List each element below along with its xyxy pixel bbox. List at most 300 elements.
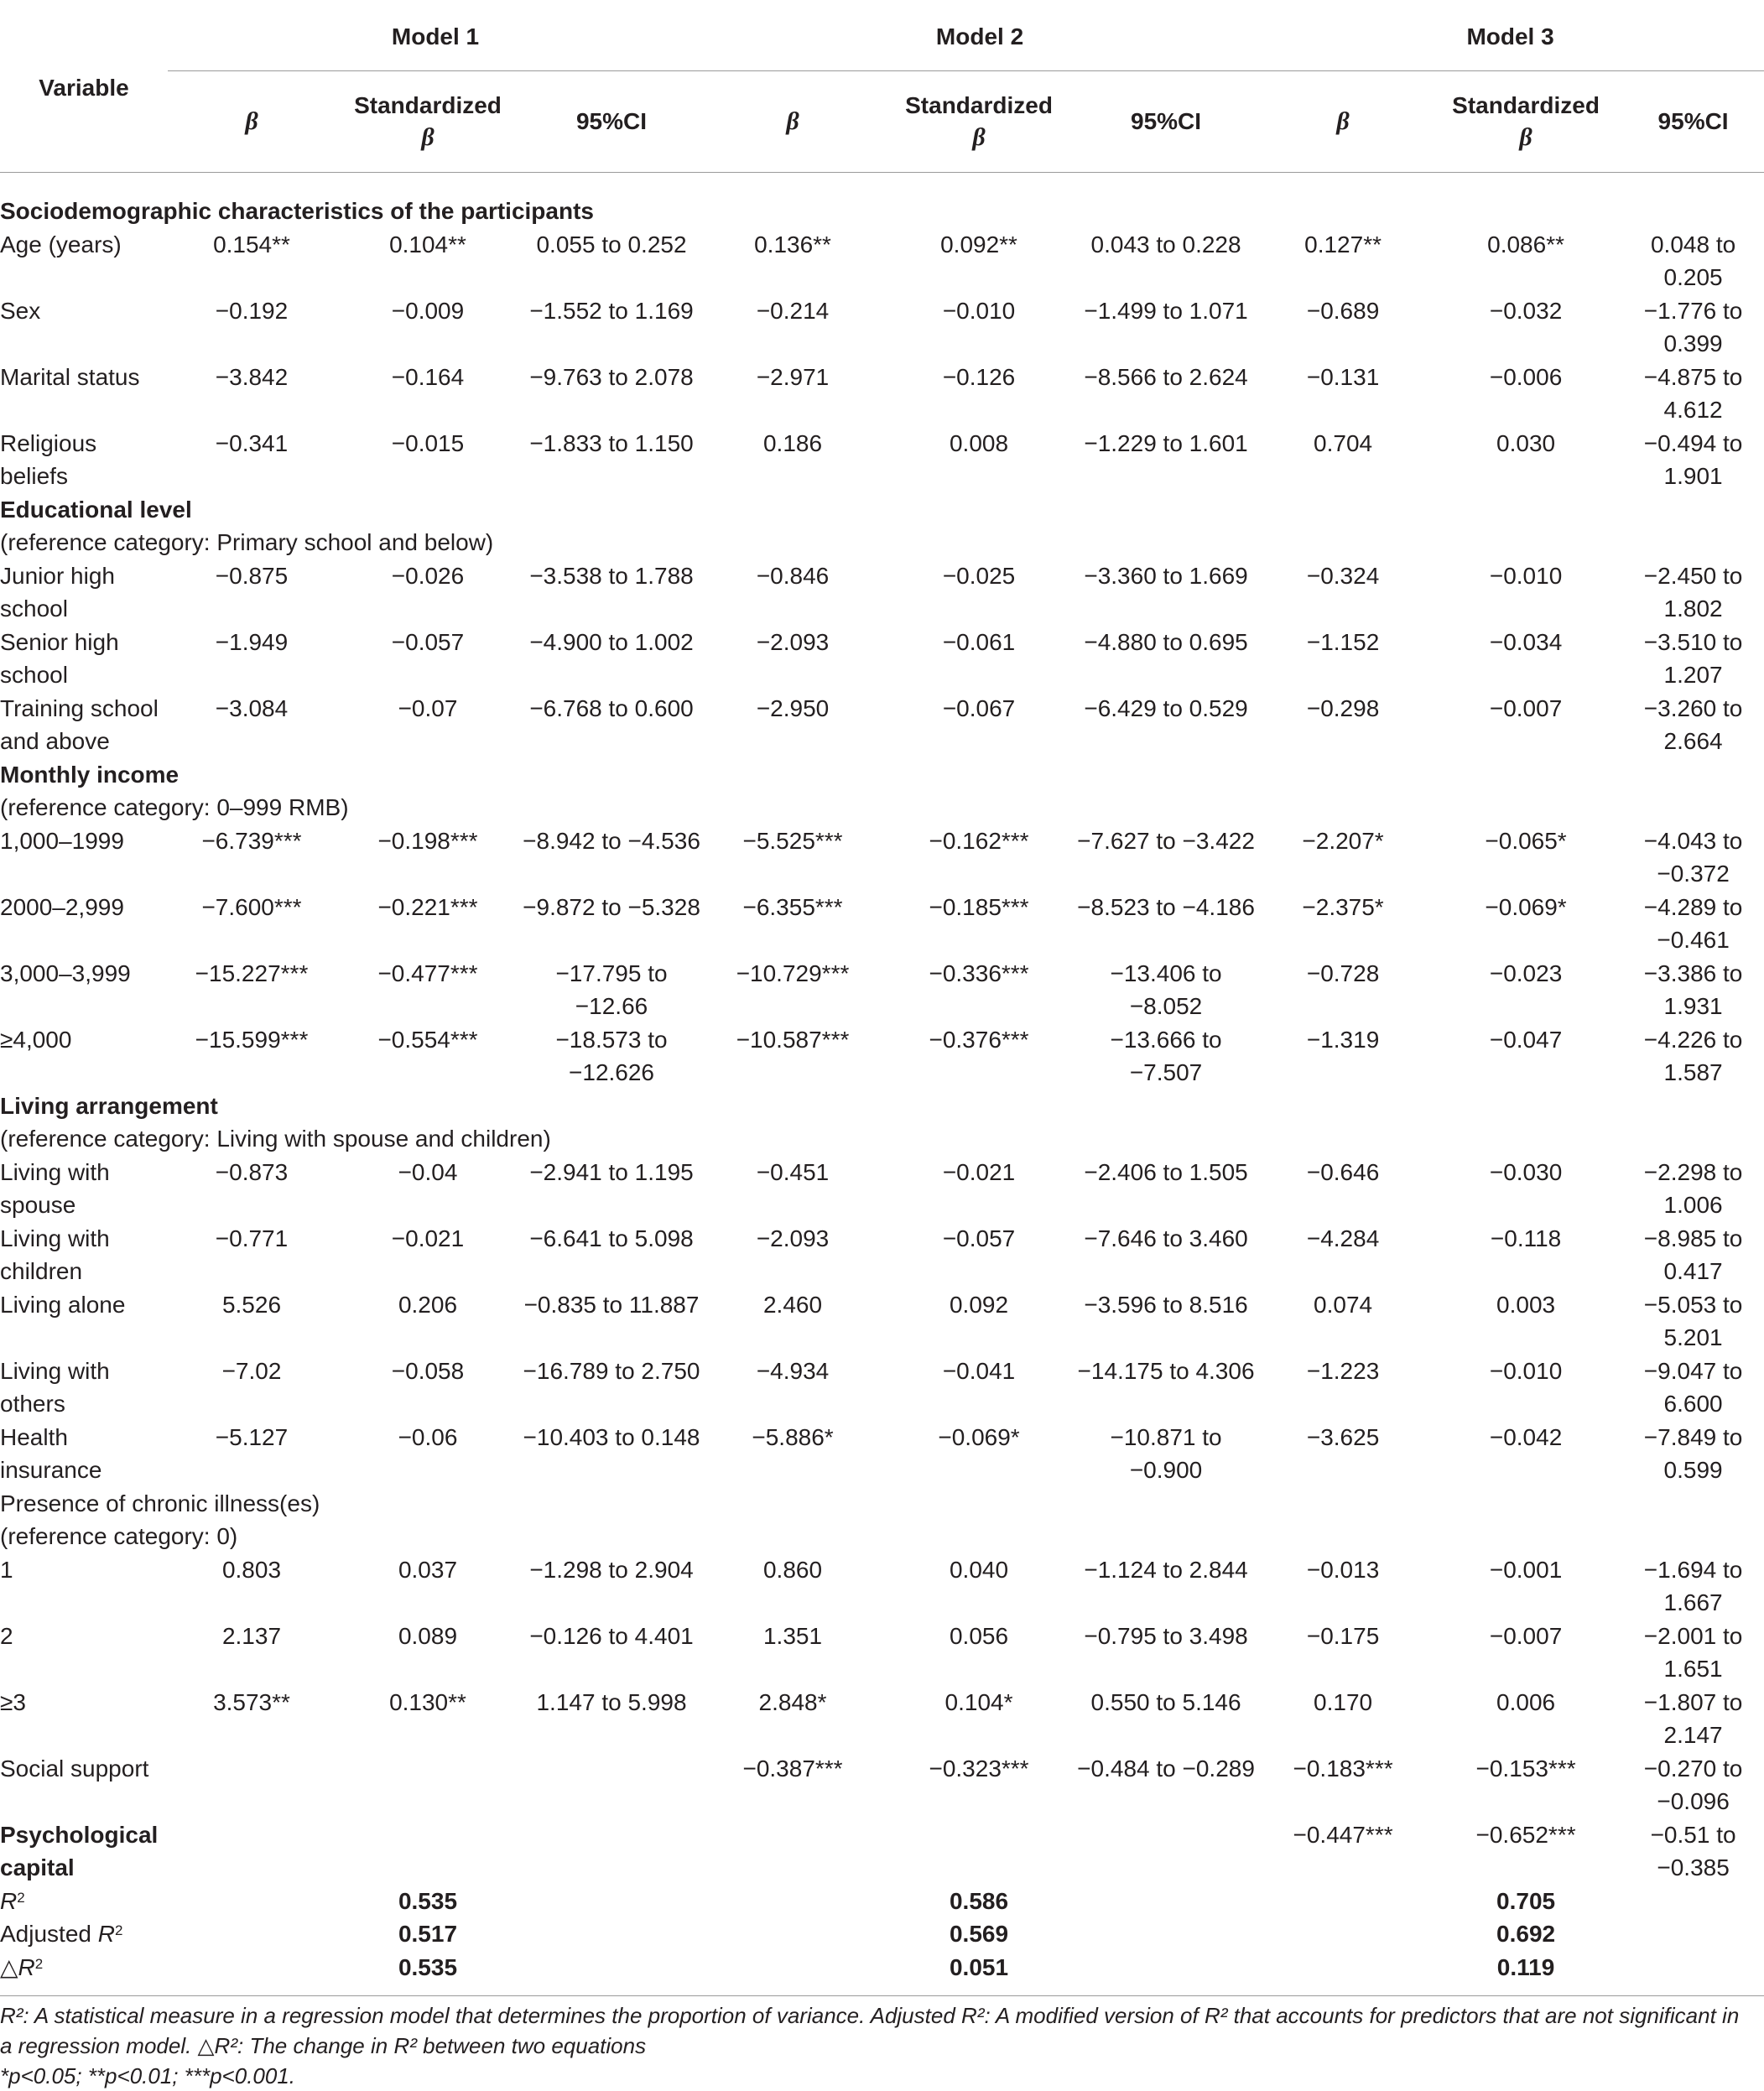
cell-m2-beta — [703, 1818, 882, 1885]
cell-m3-beta: −0.298 — [1306, 694, 1380, 721]
cell-m1-beta: −1.949 — [215, 628, 289, 655]
cell-m2-beta: −5.525*** — [742, 827, 843, 854]
cell-m3-ci: −4.226 to 1.587 — [1643, 1026, 1743, 1085]
table-row — [0, 1553, 1764, 1620]
cell-m3-beta: −0.447*** — [1293, 1821, 1393, 1848]
cell-m1-standardized-beta: 0.130** — [389, 1688, 466, 1715]
cell-m3-ci: −2.450 to 1.802 — [1643, 562, 1743, 622]
row-label: Junior high school — [0, 562, 115, 622]
cell-m2-ci: −8.523 to −4.186 — [1077, 893, 1255, 920]
cell-m2-standardized-beta: −0.126 — [942, 363, 1016, 390]
fit-value-model-2: 0.569 — [949, 1921, 1009, 1947]
cell-m1-beta — [168, 1818, 336, 1885]
table-row — [0, 1023, 1764, 1090]
table-row — [0, 1487, 1764, 1521]
fit-empty — [168, 1951, 336, 1996]
cell-m3-beta: −0.689 — [1306, 297, 1380, 324]
table-row — [0, 1818, 1764, 1885]
cell-m2-ci: −10.871 to −0.900 — [1110, 1423, 1222, 1483]
cell-m1-standardized-beta: 0.206 — [398, 1291, 458, 1318]
table-row — [0, 493, 1764, 527]
cell-m2-ci: −8.566 to 2.624 — [1084, 363, 1248, 390]
cell-m3-ci: −2.001 to 1.651 — [1643, 1622, 1743, 1682]
cell-m2-beta: −4.934 — [756, 1357, 830, 1384]
cell-m1-ci: 0.055 to 0.252 — [536, 231, 687, 257]
cell-m3-beta: −0.013 — [1306, 1556, 1380, 1583]
header-standardized-label: Standardized — [905, 92, 1053, 118]
fit-empty — [168, 1885, 336, 1918]
table-body — [0, 173, 1764, 1996]
cell-m3-standardized-beta: −0.047 — [1489, 1026, 1563, 1053]
cell-m3-beta: −2.207* — [1302, 827, 1384, 854]
fit-empty — [520, 1885, 703, 1918]
header-beta — [703, 71, 882, 173]
fit-empty — [1622, 1885, 1764, 1918]
table-row — [0, 758, 1764, 792]
cell-m1-ci: 1.147 to 5.998 — [536, 1688, 687, 1715]
cell-m1-standardized-beta: −0.009 — [391, 297, 465, 324]
header-standardized-beta — [882, 71, 1075, 173]
section-heading: Monthly income — [0, 761, 180, 788]
table-row — [0, 626, 1764, 692]
row-label: Living with children — [0, 1225, 110, 1284]
cell-m1-beta: −0.873 — [215, 1158, 289, 1185]
cell-m1-standardized-beta: −0.554*** — [377, 1026, 478, 1053]
cell-m1-ci: −6.641 to 5.098 — [529, 1225, 694, 1251]
cell-m3-ci: 0.048 to 0.205 — [1650, 231, 1736, 290]
cell-m3-standardized-beta: 0.003 — [1496, 1291, 1556, 1318]
cell-m3-beta: −0.131 — [1306, 363, 1380, 390]
header-beta — [1257, 71, 1429, 173]
cell-m1-standardized-beta: −0.164 — [391, 363, 465, 390]
table-row — [0, 1122, 1764, 1156]
cell-m2-ci: 0.043 to 0.228 — [1090, 231, 1241, 257]
row-label: 1 — [0, 1556, 13, 1583]
cell-m2-beta: −2.971 — [756, 363, 830, 390]
cell-m3-ci: −1.807 to 2.147 — [1643, 1688, 1743, 1748]
cell-m1-beta — [168, 1752, 336, 1818]
cell-m3-beta: −0.183*** — [1293, 1755, 1393, 1782]
cell-m1-ci: −18.573 to −12.626 — [555, 1026, 668, 1085]
cell-m3-standardized-beta: −0.010 — [1489, 562, 1563, 589]
cell-m1-standardized-beta: −0.06 — [398, 1423, 458, 1450]
cell-m2-ci: −1.229 to 1.601 — [1084, 429, 1248, 456]
cell-m2-standardized-beta: 0.008 — [949, 429, 1009, 456]
cell-m2-standardized-beta: −0.041 — [942, 1357, 1016, 1384]
fit-empty — [1075, 1917, 1257, 1951]
fit-empty — [520, 1951, 703, 1996]
fit-label — [0, 1885, 168, 1918]
cell-m2-ci: −0.484 to −0.289 — [1077, 1755, 1255, 1782]
header-ci: 95%CI — [1075, 71, 1257, 173]
cell-m2-standardized-beta: −0.336*** — [929, 960, 1029, 986]
fit-label — [0, 1917, 168, 1951]
cell-m3-standardized-beta: −0.042 — [1489, 1423, 1563, 1450]
row-label: Religious beliefs — [0, 429, 97, 489]
cell-m3-standardized-beta: −0.034 — [1489, 628, 1563, 655]
table-row — [0, 1288, 1764, 1355]
fit-empty — [168, 1917, 336, 1951]
cell-m2-beta: 2.460 — [762, 1291, 823, 1318]
table-row — [0, 692, 1764, 758]
cell-m1-standardized-beta — [336, 1752, 520, 1818]
fit-label-r: R — [97, 1921, 115, 1947]
cell-m1-standardized-beta: −0.015 — [391, 429, 465, 456]
cell-m1-beta: −6.739*** — [201, 827, 302, 854]
cell-m2-standardized-beta: 0.092 — [949, 1291, 1009, 1318]
reference-note: Presence of chronic illness(es) — [0, 1490, 320, 1516]
fit-empty — [1257, 1917, 1429, 1951]
cell-m2-standardized-beta: 0.056 — [949, 1622, 1009, 1649]
cell-m1-ci: −9.872 to −5.328 — [523, 893, 700, 920]
cell-m3-beta: 0.704 — [1314, 429, 1373, 456]
cell-m1-standardized-beta: 0.089 — [398, 1622, 458, 1649]
fit-label — [0, 1951, 168, 1996]
cell-m1-beta: −7.600*** — [201, 893, 302, 920]
table-row — [0, 427, 1764, 493]
cell-m1-standardized-beta: −0.021 — [391, 1225, 465, 1251]
cell-m2-beta: −2.093 — [756, 1225, 830, 1251]
cell-m2-beta: −0.846 — [756, 562, 830, 589]
fit-label-r: R — [0, 1887, 18, 1914]
cell-m3-beta: −0.324 — [1306, 562, 1380, 589]
row-label: Marital status — [0, 363, 140, 390]
cell-m1-ci: −2.941 to 1.195 — [529, 1158, 694, 1185]
table-row — [0, 1620, 1764, 1686]
fit-value-model-1: 0.517 — [398, 1921, 458, 1947]
row-label: Age (years) — [0, 231, 122, 257]
cell-m3-ci: −0.270 to −0.096 — [1643, 1755, 1743, 1814]
cell-m2-beta: 0.186 — [762, 429, 823, 456]
cell-m3-standardized-beta: −0.010 — [1489, 1357, 1563, 1384]
header-variable: Variable — [0, 3, 168, 173]
cell-m1-standardized-beta: −0.221*** — [377, 893, 478, 920]
cell-m1-beta: −3.842 — [215, 363, 289, 390]
header-standardized-beta — [336, 71, 520, 173]
fit-value-model-3: 0.692 — [1496, 1921, 1556, 1947]
fit-empty — [1257, 1885, 1429, 1918]
cell-m3-ci: −3.386 to 1.931 — [1643, 960, 1743, 1019]
cell-m2-standardized-beta: −0.162*** — [929, 827, 1029, 854]
table-row — [0, 824, 1764, 891]
cell-m3-beta: 0.074 — [1314, 1291, 1373, 1318]
header-ci: 95%CI — [1622, 71, 1764, 173]
fit-empty — [1257, 1951, 1429, 1996]
table-header — [0, 3, 1764, 173]
header-standardized-symbol: β — [972, 123, 986, 151]
fit-value-model-3: 0.705 — [1496, 1887, 1556, 1914]
table-row — [0, 559, 1764, 626]
table-footnotes — [0, 2000, 1764, 2091]
cell-m3-beta: −1.319 — [1306, 1026, 1380, 1053]
cell-m2-ci: −14.175 to 4.306 — [1077, 1357, 1255, 1384]
table-row — [0, 1752, 1764, 1818]
header-subcolumns — [0, 71, 1764, 173]
row-label: Sex — [0, 297, 41, 324]
cell-m3-ci: −8.985 to 0.417 — [1643, 1225, 1743, 1284]
cell-m3-beta: −0.728 — [1306, 960, 1380, 986]
footnote-line-2: a regression model. △R²: The change in R² between two equations — [0, 2033, 647, 2058]
reference-note: (reference category: 0–999 RMB) — [0, 794, 349, 820]
cell-m1-standardized-beta: −0.07 — [398, 694, 458, 721]
cell-m3-standardized-beta: −0.006 — [1489, 363, 1563, 390]
cell-m2-beta: −10.729*** — [736, 960, 850, 986]
reference-note: (reference category: Primary school and below) — [0, 529, 494, 555]
row-label: Psychological capital — [0, 1821, 159, 1880]
cell-m1-ci: −4.900 to 1.002 — [529, 628, 694, 655]
fit-empty — [1075, 1951, 1257, 1996]
cell-m1-beta: −15.227*** — [195, 960, 309, 986]
cell-m3-beta: 0.170 — [1314, 1688, 1373, 1715]
cell-m2-ci: −6.429 to 0.529 — [1084, 694, 1248, 721]
cell-m1-beta: 3.573** — [213, 1688, 290, 1715]
cell-m1-ci — [520, 1818, 703, 1885]
cell-m3-ci: −0.51 to −0.385 — [1650, 1821, 1736, 1880]
cell-m1-ci: −10.403 to 0.148 — [523, 1423, 700, 1450]
cell-m2-ci: −2.406 to 1.505 — [1084, 1158, 1248, 1185]
cell-m2-standardized-beta: 0.040 — [949, 1556, 1009, 1583]
cell-m3-beta: −4.284 — [1306, 1225, 1380, 1251]
cell-m2-beta: −10.587*** — [736, 1026, 850, 1053]
row-label: 2 — [0, 1622, 13, 1649]
cell-m3-beta: −2.375* — [1302, 893, 1384, 920]
cell-m1-ci: −8.942 to −4.536 — [523, 827, 700, 854]
cell-m2-standardized-beta: −0.185*** — [929, 893, 1029, 920]
table-row — [0, 1355, 1764, 1421]
cell-m3-ci: −1.776 to 0.399 — [1643, 297, 1743, 356]
cell-m3-beta: −0.646 — [1306, 1158, 1380, 1185]
table-row — [0, 1156, 1764, 1222]
row-label: Living alone — [0, 1291, 126, 1318]
row-label: Living with others — [0, 1357, 110, 1417]
table-row — [0, 294, 1764, 361]
cell-m1-ci: −0.126 to 4.401 — [529, 1622, 694, 1649]
footnote-line-1: R²: A statistical measure in a regression model that determines the proportion of variance. Adjusted R²: A modified version of R² that accounts for predictors that are not significant in — [0, 2003, 1740, 2028]
header-model-1: Model 1 — [168, 3, 703, 71]
fit-value-model-1: 0.535 — [336, 1951, 520, 1996]
cell-m3-beta: 0.127** — [1304, 231, 1382, 257]
table-row — [0, 891, 1764, 957]
fit-label-superscript: 2 — [17, 1889, 25, 1906]
row-label: 2000–2,999 — [0, 893, 124, 920]
cell-m2-standardized-beta: 0.104* — [944, 1688, 1013, 1715]
cell-m2-beta: −0.387*** — [742, 1755, 843, 1782]
header-model-2: Model 2 — [703, 3, 1257, 71]
cell-m3-ci: −3.510 to 1.207 — [1643, 628, 1743, 688]
cell-m1-beta: 0.803 — [221, 1556, 282, 1583]
cell-m1-beta: −0.771 — [215, 1225, 289, 1251]
fit-label-superscript: 2 — [114, 1922, 123, 1938]
cell-m2-standardized-beta: −0.069* — [938, 1423, 1020, 1450]
cell-m1-ci: −1.298 to 2.904 — [529, 1556, 694, 1583]
cell-m1-beta: −0.875 — [215, 562, 289, 589]
cell-m3-standardized-beta: −0.153*** — [1475, 1755, 1576, 1782]
table-row — [0, 526, 1764, 559]
cell-m3-standardized-beta: 0.086** — [1487, 231, 1564, 257]
reference-note: (reference category: 0) — [0, 1523, 238, 1549]
cell-m3-ci: −5.053 to 5.201 — [1643, 1291, 1743, 1350]
reference-note: (reference category: Living with spouse and children) — [0, 1126, 551, 1152]
cell-m1-beta: −0.341 — [215, 429, 289, 456]
cell-m3-ci: −4.043 to −0.372 — [1643, 827, 1743, 887]
cell-m2-standardized-beta: −0.323*** — [929, 1755, 1029, 1782]
cell-m3-ci: −9.047 to 6.600 — [1643, 1357, 1743, 1417]
table-row — [0, 1090, 1764, 1123]
cell-m1-beta: −15.599*** — [195, 1026, 309, 1053]
cell-m2-ci — [1075, 1818, 1257, 1885]
cell-m2-ci: −13.666 to −7.507 — [1110, 1026, 1222, 1085]
cell-m1-beta: 2.137 — [221, 1622, 282, 1649]
cell-m3-ci: −3.260 to 2.664 — [1643, 694, 1743, 754]
header-beta-symbol: β — [245, 107, 258, 135]
table-row — [0, 1421, 1764, 1487]
cell-m2-beta: 1.351 — [762, 1622, 823, 1649]
cell-m3-standardized-beta: 0.006 — [1496, 1688, 1556, 1715]
cell-m1-ci: −16.789 to 2.750 — [523, 1357, 700, 1384]
table-row — [0, 1520, 1764, 1553]
cell-m3-beta: −1.223 — [1306, 1357, 1380, 1384]
fit-empty — [520, 1917, 703, 1951]
cell-m2-ci: −4.880 to 0.695 — [1084, 628, 1248, 655]
cell-m3-standardized-beta: −0.652*** — [1475, 1821, 1576, 1848]
cell-m3-standardized-beta: −0.065* — [1485, 827, 1567, 854]
fit-row — [0, 1885, 1764, 1918]
header-ci: 95%CI — [520, 71, 703, 173]
row-label: ≥3 — [0, 1688, 26, 1715]
header-standardized-beta — [1429, 71, 1622, 173]
cell-m3-ci: −4.875 to 4.612 — [1643, 363, 1743, 423]
cell-m2-standardized-beta: −0.010 — [942, 297, 1016, 324]
cell-m2-beta: −0.214 — [756, 297, 830, 324]
row-label: Living with spouse — [0, 1158, 110, 1218]
cell-m3-ci: −4.289 to −0.461 — [1643, 893, 1743, 953]
cell-m3-standardized-beta: −0.032 — [1489, 297, 1563, 324]
cell-m3-beta: −0.175 — [1306, 1622, 1380, 1649]
cell-m2-beta: −6.355*** — [742, 893, 843, 920]
cell-m1-beta: −3.084 — [215, 694, 289, 721]
cell-m1-standardized-beta: −0.057 — [391, 628, 465, 655]
cell-m2-ci: −3.596 to 8.516 — [1084, 1291, 1248, 1318]
header-standardized-label: Standardized — [354, 92, 502, 118]
table-row — [0, 1686, 1764, 1752]
footnote-line-3: *p<0.05; **p<0.01; ***p<0.001. — [0, 2063, 296, 2088]
table-row — [0, 228, 1764, 294]
header-beta-symbol: β — [1336, 107, 1350, 135]
fit-label-superscript: 2 — [34, 1955, 44, 1972]
cell-m1-beta: 0.154** — [213, 231, 290, 257]
cell-m1-beta: −7.02 — [221, 1357, 282, 1384]
cell-m1-ci: −6.768 to 0.600 — [529, 694, 694, 721]
regression-table — [0, 3, 1764, 1996]
cell-m2-beta: −0.451 — [756, 1158, 830, 1185]
fit-empty — [1075, 1885, 1257, 1918]
cell-m2-ci: −3.360 to 1.669 — [1084, 562, 1248, 589]
cell-m1-ci: −0.835 to 11.887 — [523, 1291, 700, 1318]
cell-m2-standardized-beta — [882, 1818, 1075, 1885]
fit-value-model-2: 0.586 — [949, 1887, 1009, 1914]
fit-value-model-2: 0.051 — [882, 1951, 1075, 1996]
cell-m3-ci: −1.694 to 1.667 — [1643, 1556, 1743, 1615]
cell-m1-standardized-beta: 0.104** — [389, 231, 466, 257]
header-standardized-label: Standardized — [1452, 92, 1600, 118]
cell-m1-beta: −0.192 — [215, 297, 289, 324]
cell-m2-beta: 2.848* — [758, 1688, 827, 1715]
cell-m1-standardized-beta: −0.477*** — [377, 960, 478, 986]
cell-m3-standardized-beta: −0.023 — [1489, 960, 1563, 986]
cell-m2-beta: −2.093 — [756, 628, 830, 655]
cell-m2-ci: −0.795 to 3.498 — [1084, 1622, 1248, 1649]
cell-m1-ci: −17.795 to −12.66 — [555, 960, 668, 1019]
fit-value-model-3: 0.119 — [1429, 1951, 1622, 1996]
cell-m2-standardized-beta: −0.061 — [942, 628, 1016, 655]
header-standardized-symbol: β — [421, 123, 434, 151]
table-row — [0, 791, 1764, 824]
cell-m3-standardized-beta: −0.118 — [1490, 1225, 1562, 1251]
fit-empty — [703, 1917, 882, 1951]
fit-label-prefix: △ — [0, 1953, 18, 1980]
header-model-3: Model 3 — [1257, 3, 1764, 71]
row-label: 1,000–1999 — [0, 827, 124, 854]
row-label: Health insurance — [0, 1423, 102, 1483]
row-label: Training school and above — [0, 694, 159, 754]
row-label: Senior high school — [0, 628, 119, 688]
cell-m1-beta: 5.526 — [221, 1291, 282, 1318]
fit-label-prefix: Adjusted — [0, 1921, 98, 1947]
fit-row — [0, 1951, 1764, 1996]
table-row — [0, 957, 1764, 1023]
fit-empty — [1622, 1917, 1764, 1951]
table-row — [0, 173, 1764, 228]
cell-m2-ci: −7.646 to 3.460 — [1084, 1225, 1248, 1251]
cell-m2-ci: 0.550 to 5.146 — [1090, 1688, 1241, 1715]
cell-m1-standardized-beta: −0.058 — [391, 1357, 465, 1384]
cell-m2-standardized-beta: −0.067 — [942, 694, 1016, 721]
cell-m2-beta: −2.950 — [756, 694, 830, 721]
row-label: ≥4,000 — [0, 1026, 72, 1053]
cell-m1-ci: −1.833 to 1.150 — [529, 429, 694, 456]
header-beta-symbol: β — [786, 107, 799, 135]
cell-m3-standardized-beta: −0.007 — [1489, 1622, 1563, 1649]
header-standardized-symbol: β — [1519, 123, 1532, 151]
cell-m1-ci: −9.763 to 2.078 — [529, 363, 694, 390]
cell-m2-standardized-beta: −0.057 — [942, 1225, 1016, 1251]
cell-m2-ci: −1.499 to 1.071 — [1084, 297, 1248, 324]
fit-empty — [703, 1885, 882, 1918]
cell-m3-ci: −7.849 to 0.599 — [1643, 1423, 1743, 1483]
cell-m2-ci: −13.406 to −8.052 — [1110, 960, 1222, 1019]
cell-m2-ci: −1.124 to 2.844 — [1084, 1556, 1248, 1583]
cell-m1-ci: −1.552 to 1.169 — [529, 297, 694, 324]
cell-m3-beta: −3.625 — [1306, 1423, 1380, 1450]
cell-m1-ci — [520, 1752, 703, 1818]
fit-label-r: R — [18, 1953, 35, 1980]
header-beta — [168, 71, 336, 173]
cell-m3-standardized-beta: −0.069* — [1485, 893, 1567, 920]
cell-m3-ci: −0.494 to 1.901 — [1643, 429, 1743, 489]
cell-m3-ci: −2.298 to 1.006 — [1643, 1158, 1743, 1218]
table-row — [0, 361, 1764, 427]
row-label: Social support — [0, 1755, 149, 1782]
fit-value-model-1: 0.535 — [398, 1887, 458, 1914]
cell-m1-standardized-beta — [336, 1818, 520, 1885]
fit-row — [0, 1917, 1764, 1951]
cell-m3-beta: −1.152 — [1306, 628, 1380, 655]
cell-m2-ci: −7.627 to −3.422 — [1077, 827, 1255, 854]
fit-empty — [1622, 1951, 1764, 1996]
section-heading: Educational level — [0, 496, 192, 523]
cell-m3-standardized-beta: 0.030 — [1496, 429, 1556, 456]
cell-m1-standardized-beta: 0.037 — [398, 1556, 458, 1583]
